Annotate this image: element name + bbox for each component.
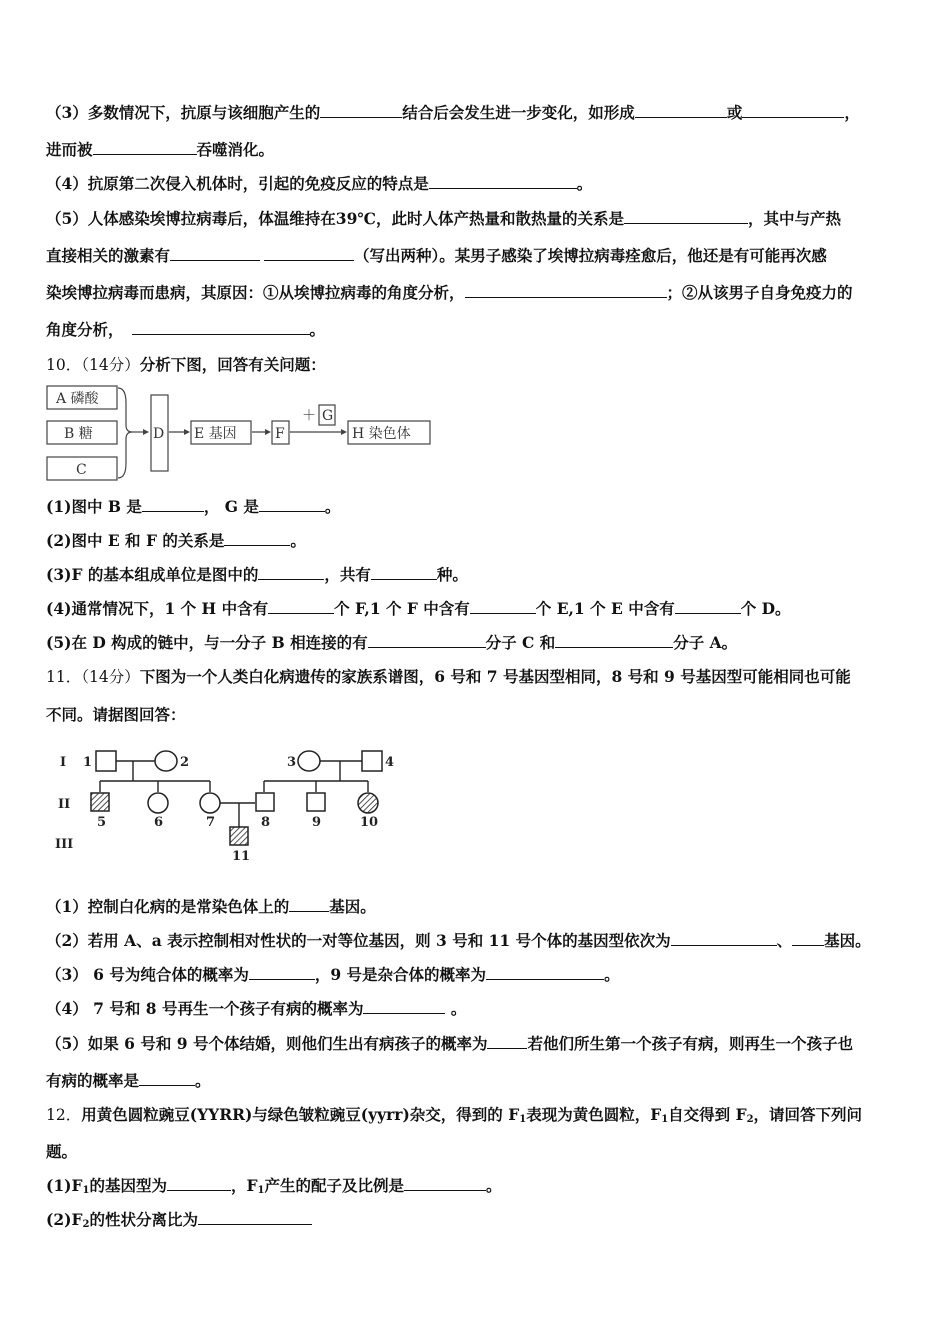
answer-blank[interactable] [635,103,727,118]
q12-header-line1 [46,1105,862,1130]
text: 。 [195,1071,211,1090]
text: 分子 C 和 [485,633,556,652]
q10-sub5 [46,633,737,653]
q12-header-line2 [46,1142,77,1162]
label-a: A 磷酸 [56,391,99,407]
text: 直接相关的激素有 [46,246,171,265]
individual-number: 8 [261,815,271,830]
text: 基因。 [824,931,871,950]
q12-sub2 [46,1210,312,1235]
question-number: 12． [46,1106,82,1124]
individual-7-female [200,793,220,813]
label-g: G [322,408,334,424]
individual-3-female [298,751,320,771]
generation-label: II [58,797,71,812]
individual-9-male [307,793,325,811]
text: 进而被 [46,140,93,159]
generation-label: III [55,837,74,852]
answer-blank[interactable] [465,283,667,298]
text: ， [844,103,860,122]
text: 下图为一个人类白化病遗传的家族系谱图，6 号和 7 号基因型相同，8 号和 9 号基因型可能相同也可能 [139,667,851,686]
text: 染埃博拉病毒而患病，其原因：①从埃博拉病毒的角度分析， [46,283,465,302]
text: (2)F [46,1210,83,1229]
temperature: 39℃ [335,209,376,228]
pedigree-chart [50,745,410,865]
text: 个 F,1 个 F 中含有 [334,599,470,618]
answer-blank[interactable] [264,246,354,261]
individual-number: 2 [180,755,190,770]
answer-blank[interactable] [249,965,315,980]
text: 基因。 [329,897,376,916]
q10-sub1 [46,497,340,517]
individual-5-affected-male [91,793,109,811]
subscript: 1 [661,1114,669,1125]
text: 个 E,1 个 E 中含有 [535,599,675,618]
individual-number: 11 [232,849,251,864]
text: (1)图中 B 是 [46,497,142,516]
text: 不同。请据图回答： [46,705,186,724]
text: (5)在 D 构成的链中，与一分子 B 相连接的有 [46,633,368,652]
text: （3）多数情况下，抗原与该细胞产生的 [46,103,321,122]
text: ，其中与产热 [747,209,841,228]
text: 个 D。 [740,599,791,618]
label-h: H 染色体 [352,426,411,442]
answer-blank[interactable] [555,633,673,648]
text: 若他们所生第一个孩子有病，则再生一个孩子也 [527,1034,853,1053]
text: (3)F 的基本组成单位是图中的 [46,565,259,584]
text: 。 [604,965,620,984]
text: （5）如果 6 号和 9 号个体结婚，则他们生出有病孩子的概率为 [46,1034,488,1053]
text: 自交得到 F [668,1105,747,1124]
answer-blank[interactable] [404,1176,486,1191]
individual-number: 10 [360,815,379,830]
individual-8-male [256,793,274,811]
q11-sub2 [46,931,871,951]
answer-blank[interactable] [320,103,402,118]
text: 的基因型为 [89,1176,167,1195]
text: （4） 7 号和 8 号再生一个孩子有病的概率为 [46,999,364,1018]
text: 产生的配子及比例是 [264,1176,404,1195]
individual-number: 3 [287,755,297,770]
q11-sub3 [46,965,620,985]
dna-structure-diagram [44,383,444,487]
individual-number: 1 [83,755,93,770]
answer-blank[interactable] [470,599,536,614]
individual-6-female [148,793,168,813]
label-c: C [76,462,87,478]
text: （2）若用 A、a 表示控制相对性状的一对等位基因，则 3 号和 11 号个体的基因型依次为 [46,931,671,950]
label-e: E 基因 [194,426,237,442]
text: (2)图中 E 和 F 的关系是 [46,531,225,550]
q9-part5-line1 [46,209,841,229]
text: 种。 [436,565,468,584]
q11-header-line2 [46,705,186,725]
answer-blank[interactable] [259,497,325,512]
text: (1)F [46,1176,83,1195]
individual-10-affected-female [358,793,378,813]
q9-part5-line2 [46,246,827,266]
text: 吞噬消化。 [196,140,275,159]
q9-part3-line1 [46,103,860,123]
text: (4)通常情况下，1 个 H 中含有 [46,599,269,618]
text: ，9 号是杂合体的概率为 [314,965,487,984]
individual-number: 5 [97,815,107,830]
text: 表现为黄色圆粒，F [526,1105,662,1124]
generation-label: I [60,755,67,770]
answer-blank[interactable] [671,931,777,946]
q10-header [46,355,326,375]
text: 。 [485,1176,502,1195]
text: ，共有 [324,565,371,584]
text: （5）人体感染埃博拉病毒后，体温维持在 [46,209,336,228]
individual-11-affected-male [230,827,248,845]
q11-sub4 [46,999,466,1019]
label-b: B 糖 [64,426,93,442]
answer-blank[interactable] [675,599,741,614]
text: 。 [445,999,467,1018]
text: 。 [290,531,306,550]
answer-blank[interactable] [486,965,604,980]
text: ，请回答下列问 [753,1105,863,1124]
q9-part4 [46,174,592,194]
answer-blank[interactable] [289,897,329,912]
q9-part5-line3 [46,283,853,303]
answer-blank[interactable] [142,497,204,512]
q10-sub3 [46,565,468,585]
q12-sub1 [46,1176,501,1201]
q11-sub5-line2 [46,1071,211,1091]
answer-blank[interactable] [93,140,197,155]
answer-blank[interactable] [363,999,445,1014]
text: 角度分析， [46,320,124,339]
arrow-head [265,429,271,435]
text: ，此时人体产热量和散热量的关系是 [375,209,624,228]
text: ， G 是 [203,497,259,516]
subscript: 1 [519,1114,527,1125]
text: 、 [776,931,793,950]
q11-header-line1 [46,667,851,687]
text: 。 [309,320,326,339]
q11-sub1 [46,897,376,917]
answer-blank[interactable] [429,174,577,189]
answer-blank[interactable] [792,931,824,946]
subscript: 2 [746,1114,754,1125]
answer-blank[interactable] [139,1071,195,1086]
text: （4）抗原第二次侵入机体时，引起的免疫反应的特点是 [46,174,429,193]
text: 分析下图，回答有关问题： [139,355,326,374]
text: （写出两种）。某男子感染了埃博拉病毒痊愈后，他还是有可能再次感 [354,246,827,265]
text: （3） 6 号为纯合体的概率为 [46,965,249,984]
text: ；②从该男子自身免疫力的 [666,283,853,302]
text: 。 [576,174,593,193]
label-d: D [153,426,165,442]
individual-number: 7 [206,815,216,830]
brace [118,388,132,478]
label-f: F [275,426,285,442]
question-number: 11．（14分） [46,668,140,686]
arrow-head [184,429,190,435]
answer-blank[interactable] [224,531,290,546]
individual-1-male [96,751,116,771]
individual-4-male [362,751,382,771]
text: （1）控制白化病的是常染色体上的 [46,897,290,916]
text: 的性状分离比为 [89,1210,198,1229]
text: 结合后会发生进一步变化，如形成 [402,103,635,122]
answer-blank[interactable] [742,103,844,118]
subscript: 1 [82,1185,90,1196]
q11-sub5-line1 [46,1034,853,1054]
text: 有病的概率是 [46,1071,140,1090]
answer-blank[interactable] [132,320,310,335]
text: 题。 [46,1142,78,1161]
answer-blank[interactable] [170,246,260,261]
answer-blank[interactable] [167,1176,231,1191]
text: 分子 A。 [673,633,738,652]
text: ，F [230,1176,258,1195]
individual-number: 9 [312,815,322,830]
q9-part5-line4 [46,320,325,340]
answer-blank[interactable] [198,1210,312,1225]
individual-number: 4 [385,755,395,770]
answer-blank[interactable] [368,633,486,648]
q9-part3-line2 [46,140,274,160]
text: 。 [324,497,341,516]
q10-sub2 [46,531,306,551]
answer-blank[interactable] [487,1034,527,1049]
answer-blank[interactable] [268,599,334,614]
arrow-head [341,429,347,435]
plus-sign: ＋ [302,408,316,424]
arrow-head [143,429,149,435]
subscript: 2 [82,1219,90,1230]
answer-blank[interactable] [624,209,748,224]
answer-blank[interactable] [371,565,437,580]
q10-sub4 [46,599,791,619]
answer-blank[interactable] [258,565,324,580]
individual-2-female [155,751,177,771]
individual-number: 6 [154,815,164,830]
text: 或 [726,103,743,122]
question-number: 10．（14分） [46,356,140,374]
subscript: 1 [257,1185,265,1196]
text: 用黄色圆粒豌豆(YYRR)与绿色皱粒豌豆(yyrr)杂交，得到的 F [81,1105,520,1124]
